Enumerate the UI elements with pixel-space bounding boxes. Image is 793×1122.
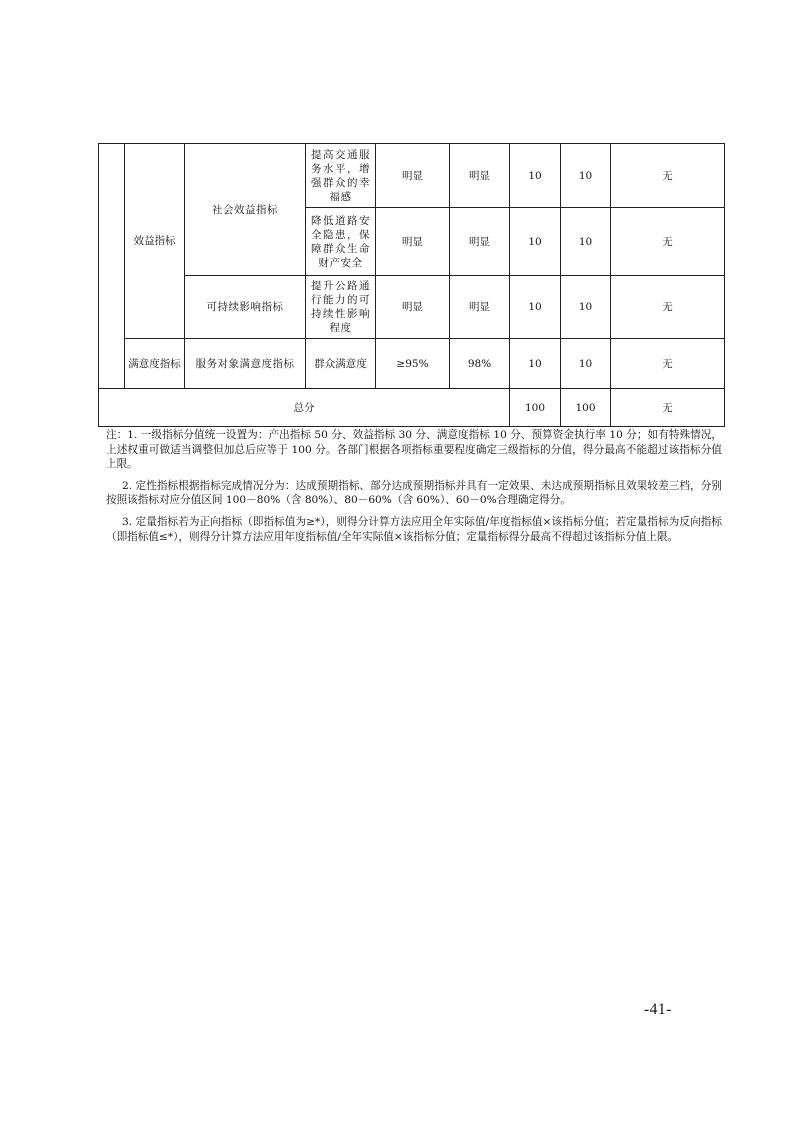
- weight-cell: 10: [510, 276, 561, 339]
- remark-cell: 无: [611, 208, 725, 276]
- actual-cell: 98%: [450, 339, 510, 389]
- score-cell: 10: [561, 276, 611, 339]
- level3-cell: 降低道路安全隐患，保障群众生命财产安全: [306, 208, 376, 276]
- total-score-cell: 100: [561, 389, 611, 427]
- actual-cell: 明显: [450, 276, 510, 339]
- page-number: -41-: [644, 1001, 672, 1018]
- target-cell: 明显: [376, 144, 450, 208]
- score-cell: 10: [561, 208, 611, 276]
- weight-cell: 10: [510, 208, 561, 276]
- total-row: [99, 389, 725, 427]
- remark-cell: 无: [611, 276, 725, 339]
- note-paragraph: 2. 定性指标根据指标完成情况分为：达成预期指标、部分达成预期指标并具有一定效果、未达成预期指标且效果较差三档，分别按照该指标对应分值区间 100－80%（含 80%）、80－60%（含 60%）、60－0%合理确定得分。: [106, 479, 722, 507]
- level1-cell: 满意度指标: [125, 339, 185, 389]
- score-cell: 10: [561, 144, 611, 208]
- total-label-cell: 总分: [99, 389, 510, 427]
- level2-cell: 可持续影响指标: [185, 276, 306, 339]
- target-cell: ≥95%: [376, 339, 450, 389]
- level2-cell: 社会效益指标: [185, 144, 306, 276]
- level0-cell: [99, 144, 125, 389]
- note-paragraph: 注：1. 一级指标分值统一设置为：产出指标 50 分、效益指标 30 分、满意度指标 10 分、预算资金执行率 10 分；如有特殊情况，上述权重可做适当调整但加总后应等于 100 分。各部门根据各项指标重要程度确定三级指标的分值，得分最高不能超过该指标分值上限。: [106, 429, 722, 471]
- target-cell: 明显: [376, 276, 450, 339]
- actual-cell: 明显: [450, 208, 510, 276]
- level2-cell: 服务对象满意度指标: [185, 339, 306, 389]
- target-cell: 明显: [376, 208, 450, 276]
- table-notes: [106, 428, 722, 551]
- level3-cell: 提升公路通行能力的可持续性影响程度: [306, 276, 376, 339]
- level1-cell: 效益指标: [125, 144, 185, 339]
- score-cell: 10: [561, 339, 611, 389]
- total-weight-cell: 100: [510, 389, 561, 427]
- remark-cell: 无: [611, 339, 725, 389]
- level3-cell: 提高交通服务水平，增强群众的幸福感: [306, 144, 376, 208]
- actual-cell: 明显: [450, 144, 510, 208]
- weight-cell: 10: [510, 339, 561, 389]
- weight-cell: 10: [510, 144, 561, 208]
- total-remark-cell: 无: [611, 389, 725, 427]
- table-row: [99, 144, 725, 208]
- note-paragraph: 3. 定量指标若为正向指标（即指标值为≥*），则得分计算方法应用全年实际值/年度指标值×该指标分值；若定量指标为反向指标（即指标值≤*），则得分计算方法应用年度指标值/全年实际值×该指标分值；定量指标得分最高不得超过该指标分值上限。: [106, 515, 722, 543]
- table-row: [99, 339, 725, 389]
- remark-cell: 无: [611, 144, 725, 208]
- performance-indicator-table: [98, 143, 725, 427]
- table-row: [99, 276, 725, 339]
- level3-cell: 群众满意度: [306, 339, 376, 389]
